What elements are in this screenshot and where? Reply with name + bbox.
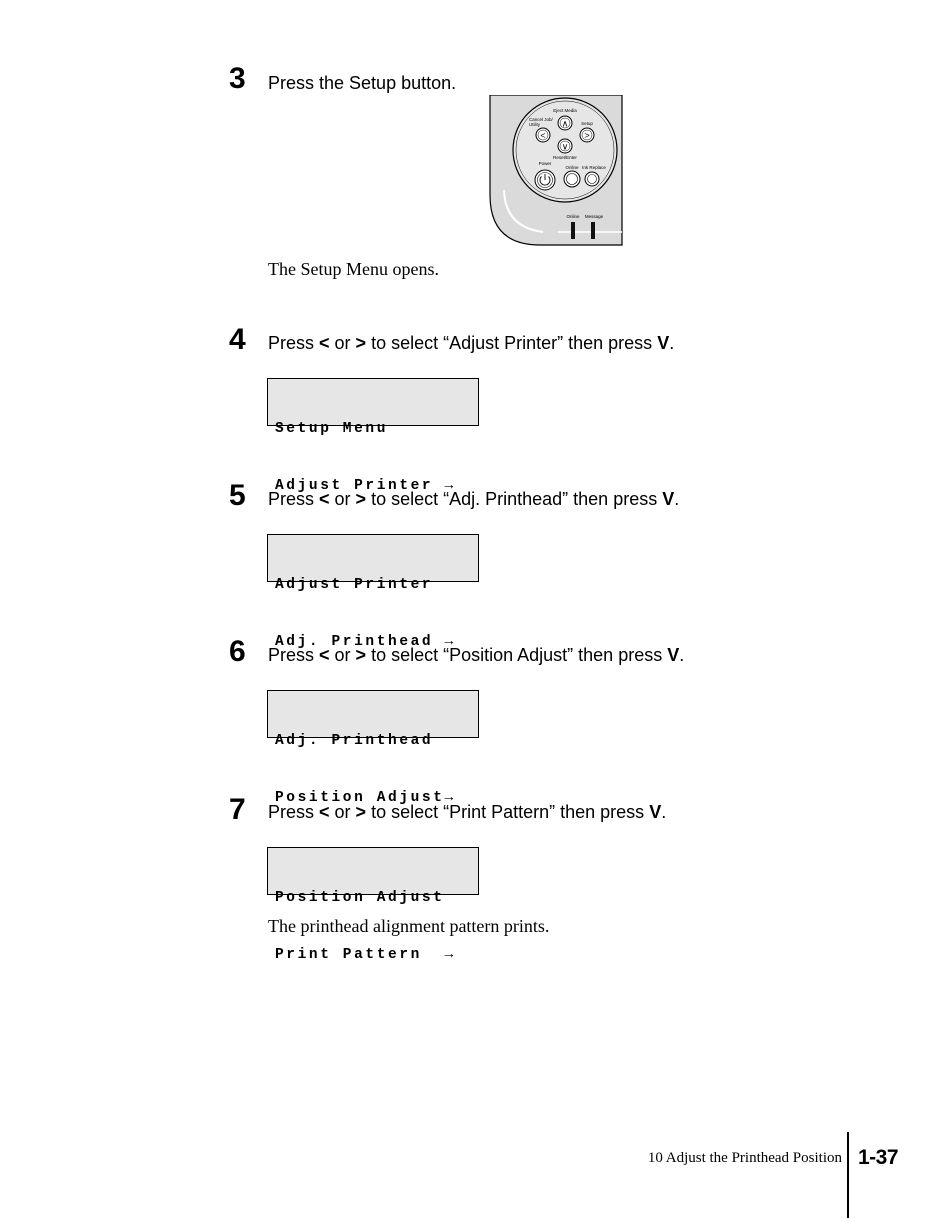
left-button[interactable] [536, 128, 550, 142]
printer-control-panel [488, 95, 624, 247]
step-instruction: Press < or > to select “Position Adjust” then press V. [268, 645, 685, 665]
step-number: 3 [229, 62, 246, 95]
down-arrow-icon: V [662, 489, 675, 509]
online-button-label: Online [565, 165, 579, 170]
lcd-line: Adj. Printhead [275, 733, 434, 749]
left-arrow-icon: < [319, 333, 330, 353]
up-button[interactable] [558, 116, 572, 130]
step-number: 5 [229, 479, 246, 512]
right-button[interactable] [580, 128, 594, 142]
right-arrow-icon: > [355, 489, 367, 509]
ink-replace-label: Ink Replace [582, 165, 606, 170]
utility-label: Utility [529, 122, 540, 127]
power-button[interactable] [535, 170, 555, 190]
lcd-line: Setup Menu [275, 421, 389, 437]
right-arrow-icon: > [355, 333, 367, 353]
message-lamp-label: Message [584, 214, 604, 219]
page-number: 1-37 [858, 1146, 899, 1169]
footer-section-title: 10 Adjust the Printhead Position [647, 1150, 842, 1166]
down-button[interactable] [558, 139, 572, 153]
down-arrow-icon: V [649, 802, 662, 822]
footer-divider [847, 1132, 849, 1218]
lcd-line: Adjust Printer → [275, 478, 456, 494]
svg-text:<: < [540, 130, 546, 141]
step-number: 6 [229, 635, 246, 668]
down-arrow-icon: V [657, 333, 670, 353]
step-result: The Setup Menu opens. [268, 259, 439, 279]
lcd-display [267, 378, 479, 494]
svg-text:∨: ∨ [561, 141, 569, 152]
step-number: 7 [229, 793, 246, 826]
left-arrow-icon: < [319, 802, 330, 822]
down-arrow-icon: V [667, 645, 680, 665]
right-arrow-icon: > [355, 802, 367, 822]
online-button[interactable] [564, 171, 580, 187]
lcd-display [267, 690, 479, 806]
eject-media-label: Eject Media [553, 108, 577, 113]
step-instruction: Press < or > to select “Print Pattern” then press V. [268, 802, 667, 822]
step-instruction: Press the Setup button. [268, 73, 457, 93]
svg-text:∧: ∧ [561, 118, 569, 129]
lcd-line: Adj. Printhead → [275, 634, 456, 650]
left-arrow-icon: < [319, 645, 330, 665]
online-lamp-label: Online [566, 214, 580, 219]
lcd-display [267, 534, 479, 650]
lcd-line: Position Adjust [275, 890, 445, 906]
lcd-line: Position Adjust→ [275, 790, 456, 806]
ink-replace-button[interactable] [585, 172, 599, 186]
step-instruction: Press < or > to select “Adjust Printer” then press V. [268, 333, 675, 353]
svg-text:>: > [584, 130, 590, 141]
online-lamp [571, 222, 575, 239]
cancel-job-label: Cancel Job/ [529, 117, 553, 122]
reset-enter-label: Reset/Enter [553, 155, 577, 160]
left-arrow-icon: < [319, 489, 330, 509]
step-number: 4 [229, 323, 246, 356]
message-lamp [591, 222, 595, 239]
setup-label: Setup [581, 121, 593, 126]
lcd-line: Print Pattern → [275, 947, 456, 963]
power-label: Power [538, 161, 552, 166]
right-arrow-icon: > [355, 645, 367, 665]
lcd-line: Adjust Printer [275, 577, 434, 593]
step-instruction: Press < or > to select “Adj. Printhead” then press V. [268, 489, 680, 509]
step-result: The printhead alignment pattern prints. [268, 916, 550, 936]
